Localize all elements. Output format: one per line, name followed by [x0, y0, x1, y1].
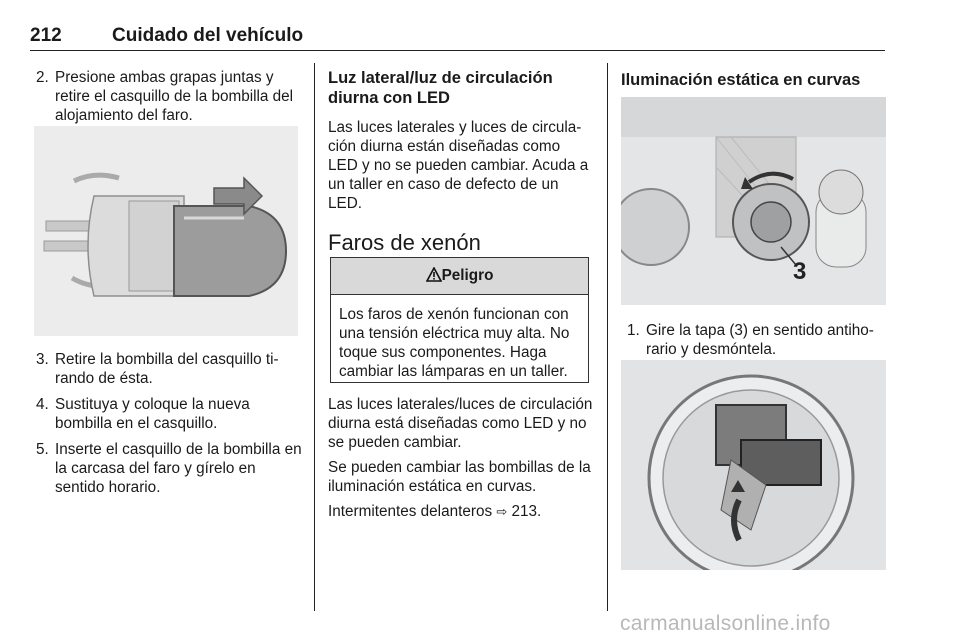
page-title: Cuidado del vehículo [112, 25, 304, 46]
page-number: 212 [30, 25, 62, 46]
step-text: Sustituya y coloque la nueva bombilla en el casquillo. [55, 396, 250, 432]
step-number: 5. [36, 441, 49, 458]
left-column-bottom [30, 350, 302, 504]
middle-column-bottom [328, 395, 593, 527]
led-text: Las luces laterales y luces de circulación diurna están diseñadas como LED y no se pueden cambiar. Acuda a un taller en caso de defecto de un LED. [328, 119, 589, 212]
warning-triangle-icon [426, 267, 442, 282]
step-number: 2. [36, 69, 49, 86]
list-item [30, 350, 302, 388]
step-text: Retire la bombilla del casquillo tirando de ésta. [55, 351, 279, 387]
list-item [30, 68, 302, 125]
step-list-after [30, 350, 302, 497]
step-text: Inserte el casquillo de la bombilla en la carcasa del faro y gírelo en sentido horario. [55, 441, 302, 496]
cross-reference[interactable] [328, 502, 593, 521]
step-list-before [30, 68, 302, 125]
step-number: 4. [36, 396, 49, 413]
paragraph: Las luces laterales/luces de circulación diurna está diseñadas como LED y no se pueden cambiar. [328, 396, 593, 451]
column-divider-left [314, 63, 315, 611]
right-column-top [621, 70, 886, 90]
column-divider-right [607, 63, 608, 611]
paragraph: Se pueden cambiar las bombillas de la iluminación estática en curvas. [328, 459, 591, 495]
watermark: carmanualsonline.info [620, 612, 831, 635]
step-number: 3. [36, 351, 49, 368]
curve-lighting-heading: Iluminación estática en curvas [621, 71, 861, 89]
step-text: Presione ambas grapas juntas y retire el casquillo de la bombilla del alojamiento del faro. [55, 69, 294, 124]
danger-box [330, 257, 589, 383]
step-list-right [621, 321, 886, 359]
xref-page: 213. [511, 503, 542, 520]
left-column-top [30, 68, 302, 132]
list-item [30, 440, 302, 497]
step-text: Gire la tapa (3) en sentido antihorario y desmóntela. [646, 322, 874, 358]
xref-text: Intermitentes delanteros [328, 503, 493, 520]
step-number: 1. [627, 322, 640, 339]
list-item [30, 395, 302, 433]
figure-callout-label: 3 [793, 258, 807, 285]
page-header [30, 20, 885, 51]
bulb-removal-illustration [621, 360, 886, 570]
middle-column-top [328, 68, 593, 255]
xenon-heading: Faros de xenón [328, 230, 481, 255]
headlamp-cap-illustration [621, 97, 886, 305]
led-heading: Luz lateral/luz de circulación diurna con LED [328, 69, 553, 107]
xref-arrow-icon: ⇨ [496, 504, 508, 519]
bulb-socket-illustration [34, 126, 298, 336]
list-item [621, 321, 886, 359]
danger-title: Peligro [441, 267, 494, 284]
danger-text: Los faros de xenón funcionan con una tensión eléctrica muy alta. No toque sus componentes. Haga cambiar las lámparas en un taller. [339, 306, 570, 380]
danger-box-header [331, 258, 588, 295]
